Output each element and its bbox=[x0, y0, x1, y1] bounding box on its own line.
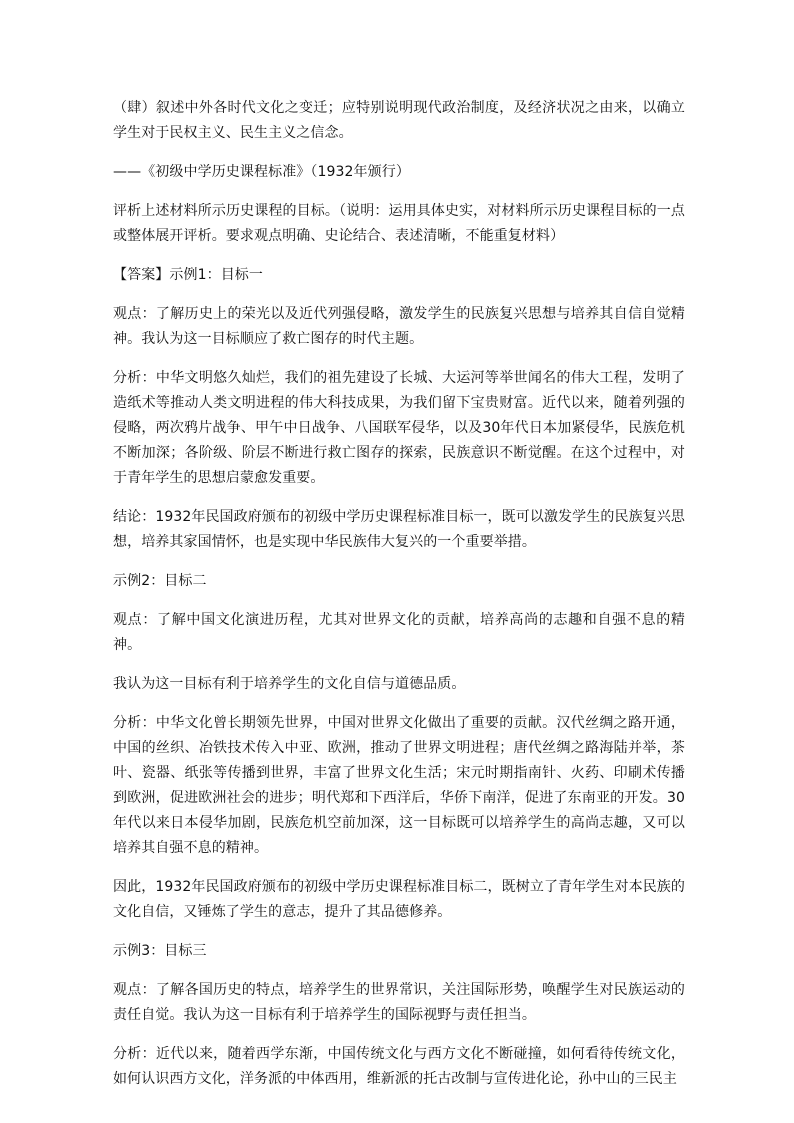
paragraph-example-2-heading: 示例2：目标二 bbox=[113, 573, 207, 589]
paragraph-example-2-viewpoint: 观点：了解中国文化演进历程，尤其对世界文化的贡献，培养高尚的志趣和自强不息的精神。 bbox=[113, 612, 685, 653]
paragraph-example-1-viewpoint: 观点：了解历史上的荣光以及近代列强侵略，激发学生的民族复兴思想与培养其自信自觉精神。我认为这一目标顺应了救亡图存的时代主题。 bbox=[113, 306, 685, 347]
paragraph-material-four: （肆）叙述中外各时代文化之变迁；应特别说明现代政治制度，及经济状况之由来，以确立学生对于民权主义、民生主义之信念。 bbox=[113, 100, 685, 141]
paragraph-example-2-opinion: 我认为这一目标有利于培养学生的文化自信与道德品质。 bbox=[113, 676, 466, 692]
paragraph-answer-example-1-heading: 【答案】示例1：目标一 bbox=[113, 267, 264, 283]
paragraph-example-1-analysis: 分析：中华文明悠久灿烂，我们的祖先建设了长城、大运河等举世闻名的伟大工程，发明了造纸术等推动人类文明进程的伟大科技成果，为我们留下宝贵财富。近代以来，随着列强的侵略，两次鸦片战争、甲午中日战争、八国联军侵华，以及30年代日本加紧侵华，民族危机不断加深；各阶级、阶层不断进行救亡图存的探索，民族意识不断觉醒。在这个过程中，对于青年学生的思想启蒙愈发重要。 bbox=[113, 370, 685, 486]
paragraph-example-3-viewpoint: 观点：了解各国历史的特点，培养学生的世界常识，关注国际形势，唤醒学生对民族运动的责任自觉。我认为这一目标有利于培养学生的国际视野与责任担当。 bbox=[113, 982, 685, 1023]
paragraph-example-2-analysis: 分析：中华文化曾长期领先世界，中国对世界文化做出了重要的贡献。汉代丝绸之路开通，中国的丝织、冶铁技术传入中亚、欧洲，推动了世界文明进程；唐代丝绸之路海陆并举，茶叶、瓷器、纸张等传播到世界，丰富了世界文化生活；宋元时期指南针、火药、印刷术传播到欧洲，促进欧洲社会的进步；明代郑和下西洋后，华侨下南洋，促进了东南亚的开发。30年代以来日本侵华加剧，民族危机空前加深，这一目标既可以培养学生的高尚志趣，又可以培养其自强不息的精神。 bbox=[113, 715, 685, 856]
document-page bbox=[113, 96, 685, 1106]
paragraph-question: 评析上述材料所示历史课程的目标。（说明：运用具体史实，对材料所示历史课程目标的一点或整体展开评析。要求观点明确、史论结合、表述清晰，不能重复材料） bbox=[113, 203, 685, 244]
paragraph-example-3-analysis: 分析：近代以来，随着西学东渐，中国传统文化与西方文化不断碰撞，如何看待传统文化，如何认识西方文化，洋务派的中体西用，维新派的托古改制与宣传进化论，孙中山的三民主 bbox=[113, 1046, 685, 1087]
paragraph-example-1-conclusion: 结论：1932年民国政府颁布的初级中学历史课程标准目标一，既可以激发学生的民族复兴思想，培养其家国情怀，也是实现中华民族伟大复兴的一个重要举措。 bbox=[113, 509, 685, 550]
paragraph-example-3-heading: 示例3：目标三 bbox=[113, 943, 207, 959]
paragraph-example-2-conclusion: 因此，1932年民国政府颁布的初级中学历史课程标准目标二，既树立了青年学生对本民族的文化自信，又锤炼了学生的意志，提升了其品德修养。 bbox=[113, 879, 685, 920]
paragraph-source-citation: ——《初级中学历史课程标准》（1932年颁行） bbox=[113, 164, 410, 180]
